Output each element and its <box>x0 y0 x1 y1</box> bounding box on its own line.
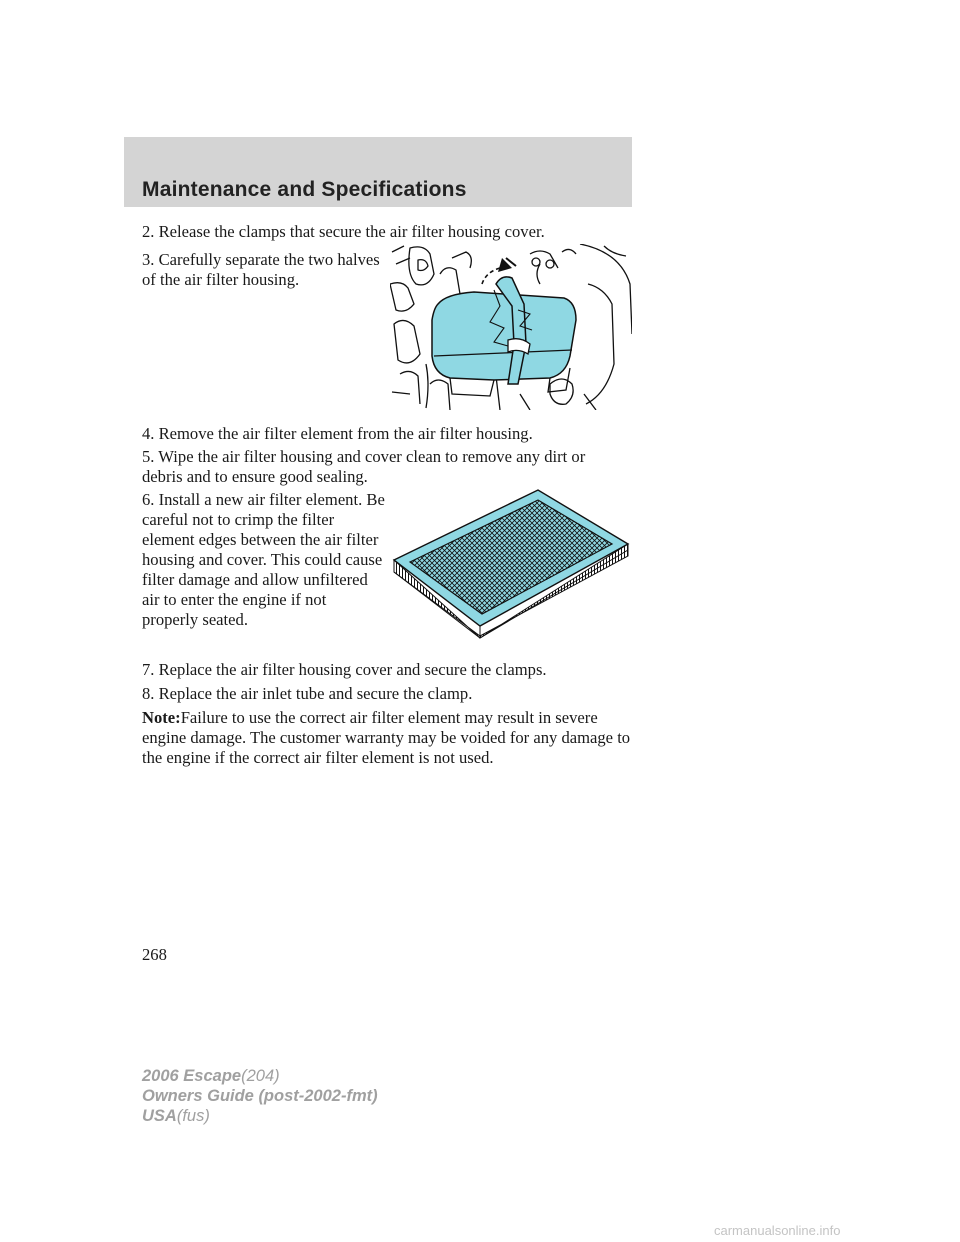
section-title: Maintenance and Specifications <box>142 178 467 201</box>
step-3-text: 3. Carefully separate the two halves of the air filter housing. <box>142 250 380 289</box>
note-label: Note: <box>142 708 181 727</box>
step-6-text: 6. Install a new air filter element. Be careful not to crimp the filter element edges between the air filter housing and cover. This could cause filter damage and allow unfiltered air to enter the engine if not properly seated. <box>142 490 385 629</box>
air-filter-housing-illustration <box>390 244 632 410</box>
footer-model-code: (204) <box>241 1067 280 1085</box>
note-text: Failure to use the correct air filter element may result in severe engine damage. The customer warranty may be voided for any damage to the engine if the correct air filter element is not used. <box>142 708 631 767</box>
footer-region: USA <box>142 1107 177 1125</box>
air-filter-element-illustration <box>392 488 632 642</box>
step-2-text: 2. Release the clamps that secure the air filter housing cover. <box>142 222 545 241</box>
footer-region-code: (fus) <box>176 1107 210 1125</box>
step-8-text: 8. Replace the air inlet tube and secure the clamp. <box>142 684 473 703</box>
footer-guide-name: Owners Guide (post-2002-fmt) <box>142 1087 378 1105</box>
note-paragraph <box>142 708 630 768</box>
watermark-text: carmanualsonline.info <box>714 1223 841 1238</box>
step-4-text: 4. Remove the air filter element from the air filter housing. <box>142 424 533 443</box>
step-7-text: 7. Replace the air filter housing cover and secure the clamps. <box>142 660 547 679</box>
step-5-text: 5. Wipe the air filter housing and cover clean to remove any dirt or debris and to ensure good sealing. <box>142 447 586 486</box>
footer-model: 2006 Escape <box>142 1067 242 1085</box>
page-number: 268 <box>142 945 167 964</box>
document-footer <box>142 1066 378 1126</box>
